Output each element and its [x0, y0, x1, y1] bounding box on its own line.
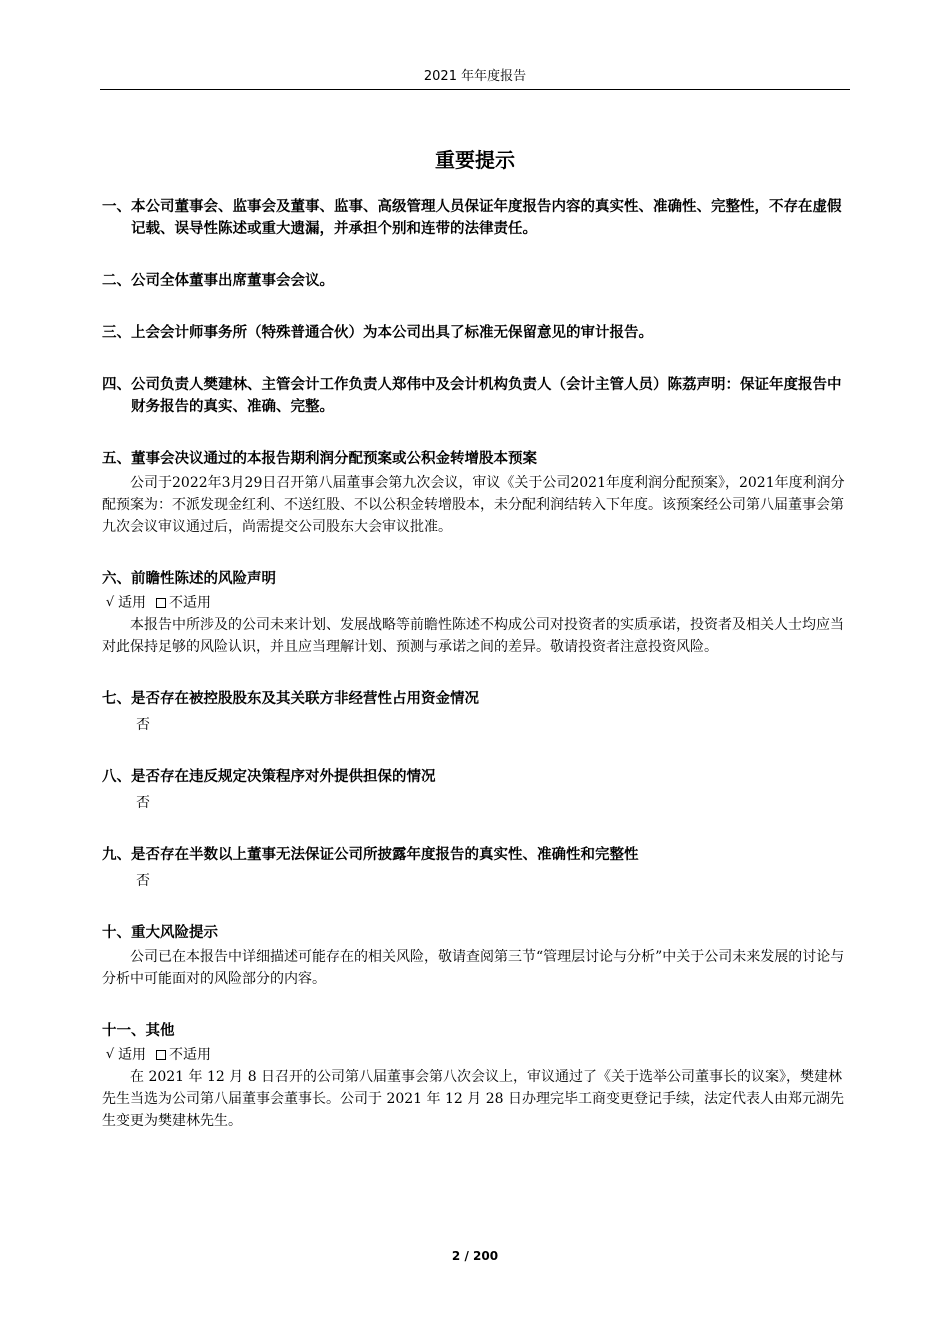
applicability-options [102, 1044, 852, 1066]
item-title: 前瞻性陈述的风险声明 [131, 571, 276, 587]
running-header: 2021 年年度报告 [423, 69, 527, 84]
page-number: 2 / 200 [451, 1249, 499, 1263]
empty-checkbox-icon [156, 1050, 166, 1060]
item-title: 上会会计师事务所（特殊普通合伙）为本公司出具了标准无保留意见的审计报告。 [131, 325, 653, 341]
item-title: 是否存在被控股股东及其关联方非经营性占用资金情况 [131, 691, 479, 707]
item-title: 其他 [145, 1023, 175, 1039]
item-answer: 否 [136, 873, 150, 889]
item-title: 董事会决议通过的本报告期利润分配预案或公积金转增股本预案 [131, 451, 537, 467]
notice-item-7 [102, 688, 852, 736]
item-title: 重大风险提示 [131, 925, 218, 941]
item-heading [102, 322, 852, 344]
item-number: 九、 [102, 847, 131, 863]
option-not-applicable [156, 592, 211, 614]
item-title: 是否存在半数以上董事无法保证公司所披露年度报告的真实性、准确性和完整性 [131, 847, 639, 863]
notice-item-9 [102, 844, 852, 892]
notice-item-6 [102, 568, 852, 658]
item-number: 五、 [102, 451, 131, 467]
notice-item-1 [102, 196, 852, 240]
item-title: 是否存在违反规定决策程序对外提供担保的情况 [131, 769, 436, 785]
item-heading [102, 688, 852, 710]
option-not-applicable [156, 1044, 211, 1066]
item-body: 公司已在本报告中详细描述可能存在的相关风险，敬请查阅第三节“管理层讨论与分析”中关于公司未来发展的讨论与分析中可能面对的风险部分的内容。 [102, 949, 845, 987]
option-applicable [102, 1044, 146, 1066]
item-number: 十、 [102, 925, 131, 941]
item-heading [102, 568, 852, 590]
notice-list [102, 196, 852, 1162]
item-number: 四、 [102, 377, 131, 393]
item-number: 八、 [102, 769, 131, 785]
option-label: 适用 [118, 1047, 146, 1063]
item-body: 在 2021 年 12 月 8 日召开的公司第八届董事会第八次会议上，审议通过了《关于选举公司董事长的议案》，樊建林先生当选为公司第八届董事会董事长。公司于 2021 年 12 月 28 日办理完毕工商变更登记手续，法定代表人由郑元湖先生变更为樊建林先生。 [102, 1069, 844, 1129]
notice-item-4 [102, 374, 852, 418]
item-heading [102, 922, 852, 944]
item-body: 公司于2022年3月29日召开第八届董事会第九次会议，审议《关于公司2021年度利润分配预案》，2021年度利润分配预案为：不派发现金红利、不送红股、不以公积金转增股本，未分配利润结转入下年度。该预案经公司第八届董事会第九次会议审议通过后，尚需提交公司股东大会审议批准。 [102, 475, 845, 535]
notice-item-11 [102, 1020, 852, 1132]
item-heading [102, 844, 852, 866]
option-label: 适用 [118, 595, 146, 611]
notice-item-2 [102, 270, 852, 292]
item-heading [102, 766, 852, 788]
item-title: 公司负责人樊建林、主管会计工作负责人郑伟中及会计机构负责人（会计主管人员）陈荔声明：保证年度报告中财务报告的真实、准确、完整。 [131, 377, 842, 415]
option-label: 不适用 [169, 1047, 211, 1063]
item-number: 三、 [102, 325, 131, 341]
item-body: 本报告中所涉及的公司未来计划、发展战略等前瞻性陈述不构成公司对投资者的实质承诺，投资者及相关人士均应当对此保持足够的风险认识，并且应当理解计划、预测与承诺之间的差异。敬请投资者注意投资风险。 [102, 617, 844, 655]
header-rule [100, 89, 850, 90]
item-number: 一、 [102, 199, 131, 215]
item-heading [102, 374, 852, 418]
item-number: 七、 [102, 691, 131, 707]
item-heading [102, 196, 852, 240]
item-answer: 否 [136, 717, 150, 733]
option-label: 不适用 [169, 595, 211, 611]
item-title: 本公司董事会、监事会及董事、监事、高级管理人员保证年度报告内容的真实性、准确性、完整性，不存在虚假记载、误导性陈述或重大遗漏，并承担个别和连带的法律责任。 [131, 199, 842, 237]
option-applicable [102, 592, 146, 614]
check-mark-icon: √ [105, 595, 115, 610]
notice-item-3 [102, 322, 852, 344]
item-heading [102, 1020, 852, 1042]
item-heading [102, 448, 852, 470]
notice-item-10 [102, 922, 852, 990]
page-title: 重要提示 [435, 148, 515, 172]
applicability-options [102, 592, 852, 614]
item-title: 公司全体董事出席董事会会议。 [131, 273, 334, 289]
item-heading [102, 270, 852, 292]
empty-checkbox-icon [156, 598, 166, 608]
check-mark-icon: √ [105, 1047, 115, 1062]
item-number: 六、 [102, 571, 131, 587]
item-number: 二、 [102, 273, 131, 289]
notice-item-8 [102, 766, 852, 814]
item-number: 十一、 [102, 1023, 146, 1039]
notice-item-5 [102, 448, 852, 538]
item-answer: 否 [136, 795, 150, 811]
